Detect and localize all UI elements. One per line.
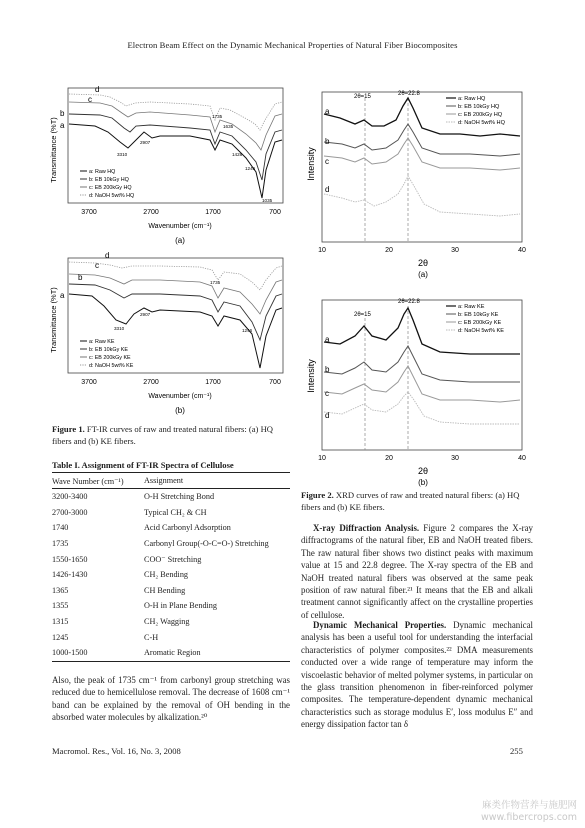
table-cell: O-H in Plane Bending [144,601,217,611]
curve-label-c: c [95,261,99,270]
curve-c [69,274,282,314]
table-row [52,583,290,599]
journal-citation: Macromol. Res., Vol. 16, No. 3, 2008 [52,746,181,756]
curve-d [324,392,520,424]
legend-entry: c: EB 200kGy KE [458,320,502,326]
x-tick: 3700 [81,209,97,216]
peak-label-1428: 1428 [232,152,243,157]
table-cell: Typical CH₂ & CH [144,507,207,517]
curve-label-b: b [60,109,65,118]
legend [446,96,506,126]
legend-entry: d: NaOH 5wt% HQ [458,120,505,126]
x-axis-label: 2θ [417,466,429,476]
table-row [52,505,290,521]
curve-label-b: b [325,137,330,146]
table-cell: 3200-3400 [52,492,88,502]
legend-entry: b: EB 10kGy HQ [458,104,500,110]
peak-marker-label: 2θ=15 [354,312,371,318]
table-row [52,551,290,567]
dma-heading: Dynamic Mechanical Properties. [313,620,447,630]
table1-title: Table I. Assignment of FT-IR Spectra of Cellulose [52,460,234,470]
legend-entry: a: Raw HQ [458,96,486,102]
x-tick: 1700 [205,379,221,386]
y-axis-label: Transmittance (%T) [49,287,58,353]
table1 [52,472,290,662]
peak-label-3310: 3310 [117,152,128,157]
curve-label-c: c [88,95,92,104]
dma-text: Dynamic mechanical analysis has been a useful tool for understanding the interfacial characteristics of polymer composites.²² DMA measurements conducted over a wide range of temperature may inform the viscoelastic behavior of melted polymer systems, in particular on the glass transition phenomenon in fiber-reinforced polymer composites. The temperature-dependent dynamic mechanical characteristics such as storage modulus E′, loss modulus E″ and energy dissipation factor tan δ [301,620,533,730]
curve-c [324,138,520,170]
peak-label-1735: 1735 [210,280,221,285]
table-cell: 1365 [52,585,69,595]
x-tick: 10 [318,455,326,462]
curve-d [69,94,282,130]
curve-label-b: b [78,273,83,282]
x-tick: 30 [451,455,459,462]
curve-label-a: a [60,121,65,130]
running-head: Electron Beam Effect on the Dynamic Mechanical Properties of Natural Fiber Biocomposites [127,40,458,50]
legend-entry: d: NaOH 5wt% KE [89,363,134,369]
curve-label-c: c [325,157,329,166]
legend-entry: a: Raw KE [89,339,115,345]
legend-entry: c: EB 200kGy HQ [458,112,503,118]
x-axis-label: 2θ [417,258,429,268]
table-cell: 2700-3000 [52,507,88,517]
table-header-assignment: Assignment [144,473,290,489]
figure1-panel-a [40,80,290,250]
peak-label-1035: 1035 [262,198,273,203]
peak-label-1246: 1246 [242,328,253,333]
figure2-caption [301,490,533,513]
peak-label-2907: 2907 [140,140,151,145]
x-axis-label: Wavenumber (cm⁻¹) [148,223,212,230]
x-tick: 700 [269,379,281,386]
table-cell: 1355 [52,601,69,611]
figure2-panel-a [300,84,530,279]
x-tick: 10 [318,247,326,254]
legend [446,304,504,334]
table-row [52,645,290,661]
x-tick: 20 [385,247,393,254]
xrd-paragraph [301,522,533,621]
peak-label-1246: 1246 [245,166,256,171]
table-cell: 1245 [52,632,69,642]
curve-d [324,176,520,216]
x-tick: 3700 [81,379,97,386]
legend [80,339,134,369]
table-row [52,489,290,505]
curve-label-c: c [325,389,329,398]
table-cell: Aromatic Region [144,645,290,661]
curve-label-d: d [95,85,100,94]
table-cell: Carbonyl Group(-O-C=O-) Stretching [144,539,269,549]
y-axis-label: Intensity [306,147,316,181]
xrd-heading: X-ray Diffraction Analysis. [313,523,420,533]
x-tick: 2700 [143,379,159,386]
curve-b [324,124,520,156]
watermark [481,800,577,824]
peak-marker-label: 2θ=15 [354,94,371,100]
left-paragraph: Also, the peak of 1735 cm⁻¹ from carbonyl group stretching was reduced due to hemicellulose removal. The decrease of 1608 cm⁻¹ band can be explained by the removal of OH bending in the absorbed water molecules by alkalization.²⁰ [52,675,290,723]
curve-c [69,102,282,150]
curve-label-d: d [325,185,330,194]
table-cell: 1315 [52,617,69,627]
legend-entry: b: EB 10kGy KE [458,312,499,318]
curve-label-a: a [325,107,330,116]
watermark-line2: www.fibercrops.com [480,812,577,823]
curve-label-d: d [325,411,330,420]
y-axis-label: Intensity [306,359,316,393]
legend-entry: a: Raw HQ [89,169,116,175]
table-row [52,536,290,552]
table-cell: CH Bending [144,585,186,595]
x-tick: 40 [518,455,526,462]
xrd-text: Figure 2 compares the X-ray diffractograms of the natural fiber, EB and NaOH treated fibers. The raw natural fiber shows two distinct peaks with maximum value at 15 and 22.8 degree. The X-ray spectra of the EB and NaOH treated natural fibers was observed at the same peak position of raw natural fiber.²¹ It means that the EB and alkali treatment cannot significantly affect on the crystalline properties of cellulose. [301,523,533,620]
x-axis-label: Wavenumber (cm⁻¹) [148,393,212,400]
table-cell: COO⁻ Stretching [144,555,202,565]
peak-marker-label: 2θ=22.8 [398,299,420,305]
figure1-panel-b [40,250,290,420]
table-cell: 1000-1500 [52,645,144,661]
x-tick: 1700 [205,209,221,216]
panel-label: (a) [418,270,428,279]
x-tick: 700 [269,209,281,216]
table-cell: CH₂ Bending [144,570,189,580]
figure1-caption-label: Figure 1. [52,424,85,434]
peak-label-3310: 3310 [114,326,125,331]
table-row [52,567,290,583]
x-tick: 2700 [143,209,159,216]
x-tick: 40 [518,247,526,254]
peak-label-1735: 1735 [212,114,223,119]
peak-label-2907: 2907 [140,312,151,317]
table-header-wavenumber: Wave Number (cm⁻¹) [52,473,144,489]
peak-label-1635: 1635 [223,124,234,129]
x-tick: 30 [451,247,459,254]
legend-entry: d: NaOH 5wt% KE [458,328,505,334]
table-cell: Acid Carbonyl Adsorption [144,523,231,533]
legend-entry: c: EB 200kGy HQ [89,185,132,191]
table-row [52,520,290,536]
table-row [52,614,290,630]
table-cell: 1740 [52,523,69,533]
x-tick: 20 [385,455,393,462]
table-cell: O-H Stretching Bond [144,492,215,502]
page-number: 255 [510,746,523,756]
legend-entry: b: EB 10kGy KE [89,347,128,353]
curve-label-a: a [325,335,330,344]
table-cell: 1426-1430 [52,570,88,580]
table-cell: C-H [144,632,159,642]
curve-label-a: a [60,291,65,300]
panel-label: (b) [175,406,185,415]
legend-entry: b: EB 10kGy HQ [89,177,129,183]
panel-label: (a) [175,236,185,245]
figure1-caption [52,424,290,447]
figure1-caption-text: FT-IR curves of raw and treated natural fibers: (a) HQ fibers and (b) KE fibers. [52,424,273,446]
curve-c [324,366,520,402]
legend-entry: a: Raw KE [458,304,485,310]
table-row [52,629,290,645]
figure2-caption-text: XRD curves of raw and treated natural fibers: (a) HQ fibers and (b) KE fibers. [301,490,520,512]
dma-paragraph [301,619,533,731]
panel-label: (b) [418,478,428,487]
table-cell: 1550-1650 [52,554,88,564]
legend [80,169,134,199]
curve-label-b: b [325,365,330,374]
peak-marker-label: 2θ=22.8 [398,91,420,97]
watermark-line1: 麻类作物营养与施肥网 [481,800,577,811]
legend-entry: d: NaOH 5wt% HQ [89,193,135,199]
y-axis-label: Transmittance (%T) [49,117,58,183]
figure2-caption-label: Figure 2. [301,490,334,500]
table-cell: 1735 [52,539,69,549]
table-row [52,598,290,614]
table-cell: CH₂ Wagging [144,617,190,627]
curve-label-d: d [105,251,110,260]
curve-b [324,346,520,382]
figure2-panel-b [300,292,530,487]
legend-entry: c: EB 200kGy KE [89,355,131,361]
